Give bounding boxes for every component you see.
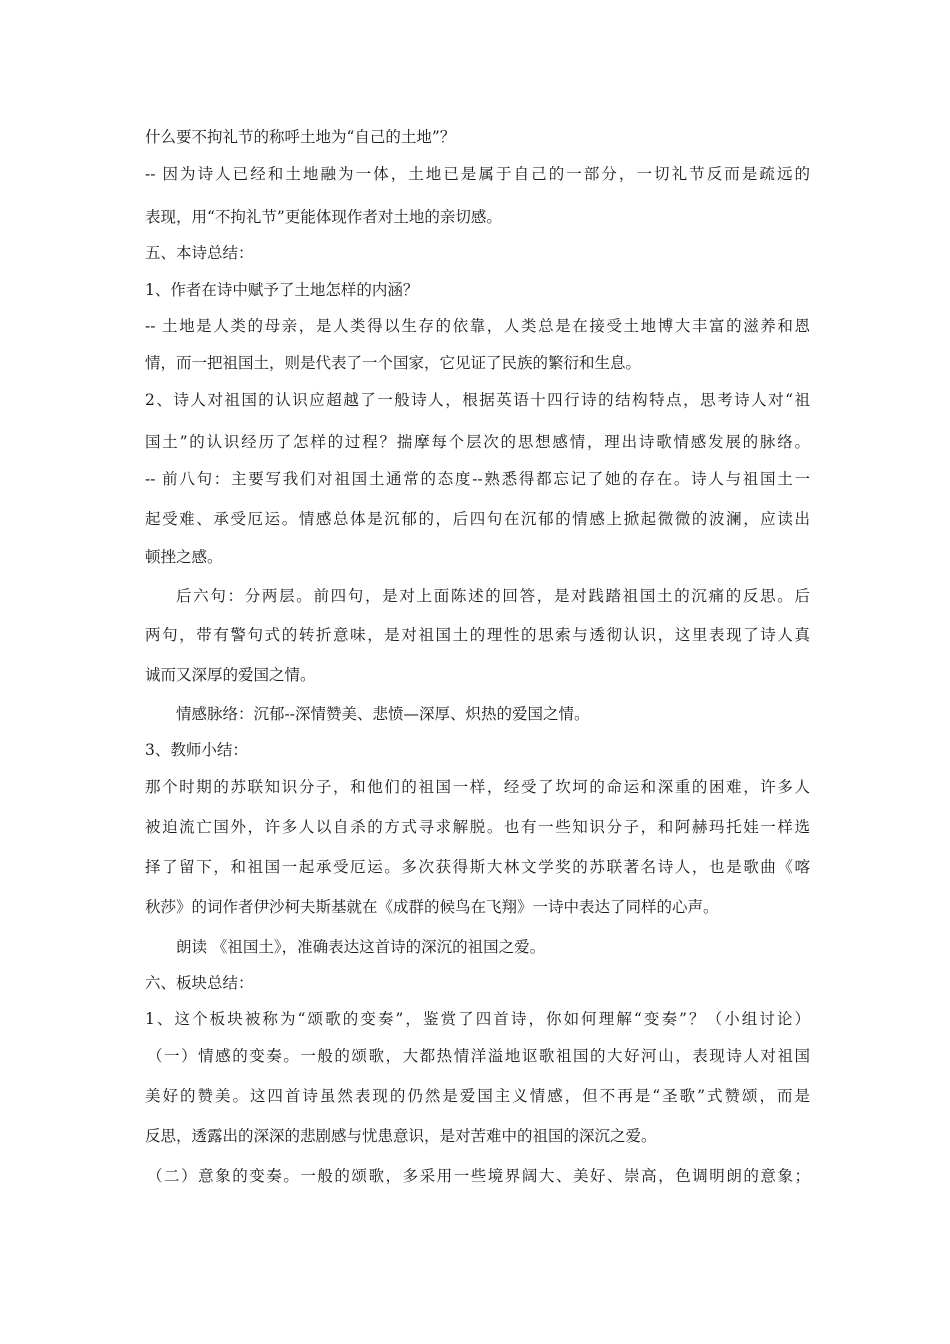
- paragraph-line: 朗读 《祖国土》，准确表达这首诗的深沉的祖国之爱。: [176, 938, 546, 956]
- paragraph-line: 情，而一把祖国土，则是代表了一个国家，它见证了民族的繁衍和生息。: [145, 354, 642, 372]
- question-line: 1、这个板块被称为“颂歌的变奏”，鉴赏了四首诗，你如何理解“变奏”？（小组讨论）: [145, 1010, 810, 1028]
- section-heading: 3、教师小结：: [145, 741, 248, 759]
- paragraph-line: 择了留下，和祖国一起承受厄运。多次获得斯大林文学奖的苏联著名诗人，也是歌曲《喀: [145, 858, 810, 876]
- paragraph-line: 那个时期的苏联知识分子，和他们的祖国一样，经受了坎坷的命运和深重的困难，许多人: [145, 778, 810, 796]
- paragraph-line: 起受难、承受厄运。情感总体是沉郁的，后四句在沉郁的情感上掀起微微的波澜，应读出: [145, 510, 810, 528]
- paragraph-line: 美好的赞美。这四首诗虽然表现的仍然是爱国主义情感，但不再是“圣歌”式赞颂，而是: [145, 1087, 810, 1105]
- paragraph-line: -- 土地是人类的母亲，是人类得以生存的依靠，人类总是在接受土地博大丰富的滋养和恩: [145, 317, 810, 335]
- paragraph-line: 后六句：分两层。前四句，是对上面陈述的回答，是对践踏祖国土的沉痛的反思。后: [176, 587, 810, 605]
- paragraph-line: 诚而又深厚的爱国之情。: [145, 666, 316, 684]
- section-heading: 五、本诗总结：: [145, 244, 254, 262]
- paragraph-line: 两句，带有警句式的转折意味，是对祖国土的理性的思索与透彻认识，这里表现了诗人真: [145, 626, 810, 644]
- paragraph-line: （二）意象的变奏。一般的颂歌，多采用一些境界阔大、美好、崇高，色调明朗的意象；: [147, 1167, 810, 1185]
- paragraph-line: 什么要不拘礼节的称呼土地为“自己的土地”？: [145, 128, 456, 146]
- paragraph-line: 顿挫之感。: [145, 548, 223, 566]
- question-line: 国土”的认识经历了怎样的过程？揣摩每个层次的思想感情，理出诗歌情感发展的脉络。: [145, 433, 810, 451]
- paragraph-line: 被迫流亡国外，许多人以自杀的方式寻求解脱。也有一些知识分子，和阿赫玛托娃一样选: [145, 818, 810, 836]
- paragraph-line: -- 因为诗人已经和土地融为一体，土地已是属于自己的一部分，一切礼节反而是疏远的: [145, 165, 810, 183]
- question-line: 2、诗人对祖国的认识应超越了一般诗人，根据英语十四行诗的结构特点，思考诗人对“祖: [145, 391, 810, 409]
- paragraph-line: -- 前八句：主要写我们对祖国土通常的态度--熟悉得都忘记了她的存在。诗人与祖国土一: [145, 470, 810, 488]
- paragraph-line: 秋莎》的词作者伊沙柯夫斯基就在《成群的候鸟在飞翔》一诗中表达了同样的心声。: [145, 898, 719, 916]
- question-line: 1、作者在诗中赋予了土地怎样的内涵？: [145, 281, 419, 299]
- paragraph-line: （一）情感的变奏。一般的颂歌，大都热情洋溢地讴歌祖国的大好河山，表现诗人对祖国: [147, 1047, 810, 1065]
- section-heading: 六、板块总结：: [145, 974, 254, 992]
- paragraph-line: 表现，用“不拘礼节”更能体现作者对土地的亲切感。: [145, 208, 502, 226]
- paragraph-line: 反思，透露出的深深的悲剧感与忧患意识，是对苦难中的祖国的深沉之爱。: [145, 1127, 657, 1145]
- paragraph-line: 情感脉络：沉郁--深情赞美、悲愤—深厚、炽热的爱国之情。: [176, 705, 590, 723]
